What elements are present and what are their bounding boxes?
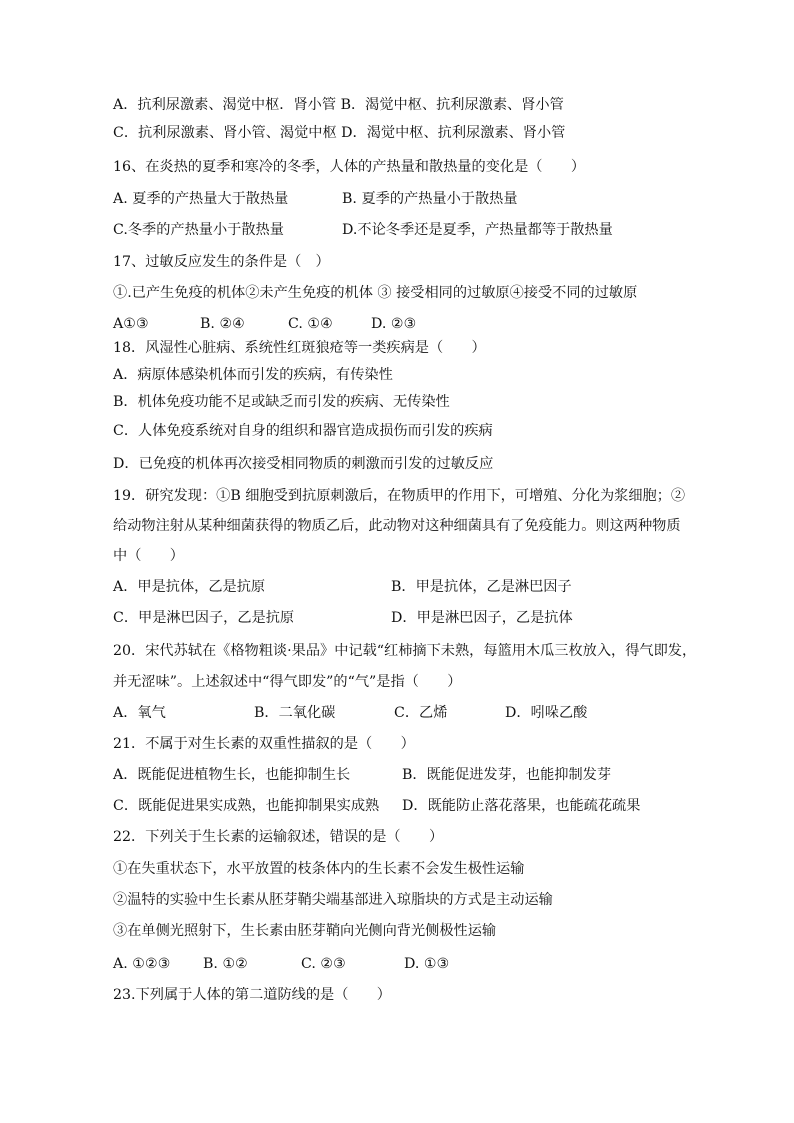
q20-option-b: B．二氧化碳 (254, 705, 336, 721)
q19-option-c: C．甲是淋巴因子，乙是抗原 (113, 610, 295, 626)
q20-stem-line-2: 并无涩味”。上述叙述中“得气即发”的“气”是指（ ） (113, 674, 462, 690)
q19-option-a: A．甲是抗体，乙是抗原 (113, 579, 266, 595)
q15-options-cd: C．抗利尿激素、肾小管、渴觉中枢 D．渴觉中枢、抗利尿激素、肾小管 (113, 125, 566, 141)
q22-stem: 22．下列关于生长素的运输叙述，错误的是（ ） (113, 829, 444, 845)
q18-stem: 18．风湿性心脏病、系统性红斑狼疮等一类疾病是（ ） (113, 340, 486, 356)
q22-option-a: A. ①②③ (113, 956, 171, 972)
q22-option-d: D. ①③ (404, 956, 450, 972)
q18-option-a: A．病原体感染机体而引发的疾病，有传染性 (113, 367, 393, 383)
q15-options-ab: A．抗利尿激素、渴觉中枢．肾小管 B．渴觉中枢、抗利尿激素、肾小管 (113, 97, 564, 113)
q22-item-3: ③在单侧光照射下，生长素由胚芽鞘向光侧向背光侧极性运输 (113, 923, 497, 939)
q18-option-c: C．人体免疫系统对自身的组织和器官造成损伤而引发的疾病 (113, 423, 493, 439)
q22-item-2: ②温特的实验中生长素从胚芽鞘尖端基部进入琼脂块的方式是主动运输 (113, 892, 553, 908)
q16-option-d: D.不论冬季还是夏季，产热量都等于散热量 (342, 222, 613, 238)
q19-option-b: B．甲是抗体，乙是淋巴因子 (391, 579, 572, 595)
q19-option-d: D．甲是淋巴因子，乙是抗体 (391, 610, 573, 626)
q17-stem: 17、过敏反应发生的条件是（ ） (113, 254, 330, 270)
q17-option-b: B. ②④ (200, 316, 245, 332)
q20-option-c: C．乙烯 (394, 705, 448, 721)
q21-option-a: A．既能促进植物生长，也能抑制生长 (113, 767, 351, 783)
q17-items: ①.已产生免疫的机体②未产生免疫的机体 ③ 接受相同的过敏原④接受不同的过敏原 (113, 285, 638, 301)
q21-option-c: C．既能促进果实成熟，也能抑制果实成熟 (113, 798, 380, 814)
q22-item-1: ①在失重状态下，水平放置的枝条体内的生长素不会发生极性运输 (113, 861, 525, 877)
q20-option-a: A．氧气 (113, 705, 166, 721)
q17-option-d: D. ②③ (371, 316, 417, 332)
q18-option-b: B．机体免疫功能不足或缺乏而引发的疾病、无传染性 (113, 394, 450, 410)
q18-option-d: D．已免疫的机体再次接受相同物质的刺激而引发的过敏反应 (113, 456, 494, 472)
q19-stem-line-3: 中（ ） (113, 548, 184, 564)
q17-option-a: A①③ (113, 316, 149, 332)
q23-stem: 23.下列属于人体的第二道防线的是（ ） (113, 987, 391, 1003)
q16-option-b: B. 夏季的产热量小于散热量 (342, 191, 518, 207)
q17-option-c: C. ①④ (288, 316, 333, 332)
q20-option-d: D．吲哚乙酸 (505, 705, 588, 721)
q19-stem-line-1: 19．研究发现：①B 细胞受到抗原刺激后，在物质甲的作用下，可增殖、分化为浆细胞；② (113, 488, 686, 504)
q22-option-c: C. ②③ (301, 956, 346, 972)
q16-option-a: A. 夏季的产热量大于散热量 (113, 191, 289, 207)
q22-option-b: B. ①② (203, 956, 248, 972)
q21-option-b: B．既能促进发芽，也能抑制发芽 (402, 767, 612, 783)
q16-stem: 16、在炎热的夏季和寒冷的冬季，人体的产热量和散热量的变化是（ ） (113, 159, 586, 175)
q20-stem-line-1: 20．宋代苏轼在《格物粗谈·果品》中记载“红柿摘下未熟，每篮用木瓜三枚放入，得气即发， (113, 643, 697, 659)
q21-option-d: D．既能防止落花落果，也能疏花疏果 (402, 798, 641, 814)
q19-stem-line-2: 给动物注射从某种细菌获得的物质乙后，此动物对这种细菌具有了免疫能力。则这两种物质 (113, 518, 681, 534)
q16-option-c: C.冬季的产热量小于散热量 (113, 222, 284, 238)
q21-stem: 21．不属于对生长素的双重性描叙的是（ ） (113, 736, 415, 752)
